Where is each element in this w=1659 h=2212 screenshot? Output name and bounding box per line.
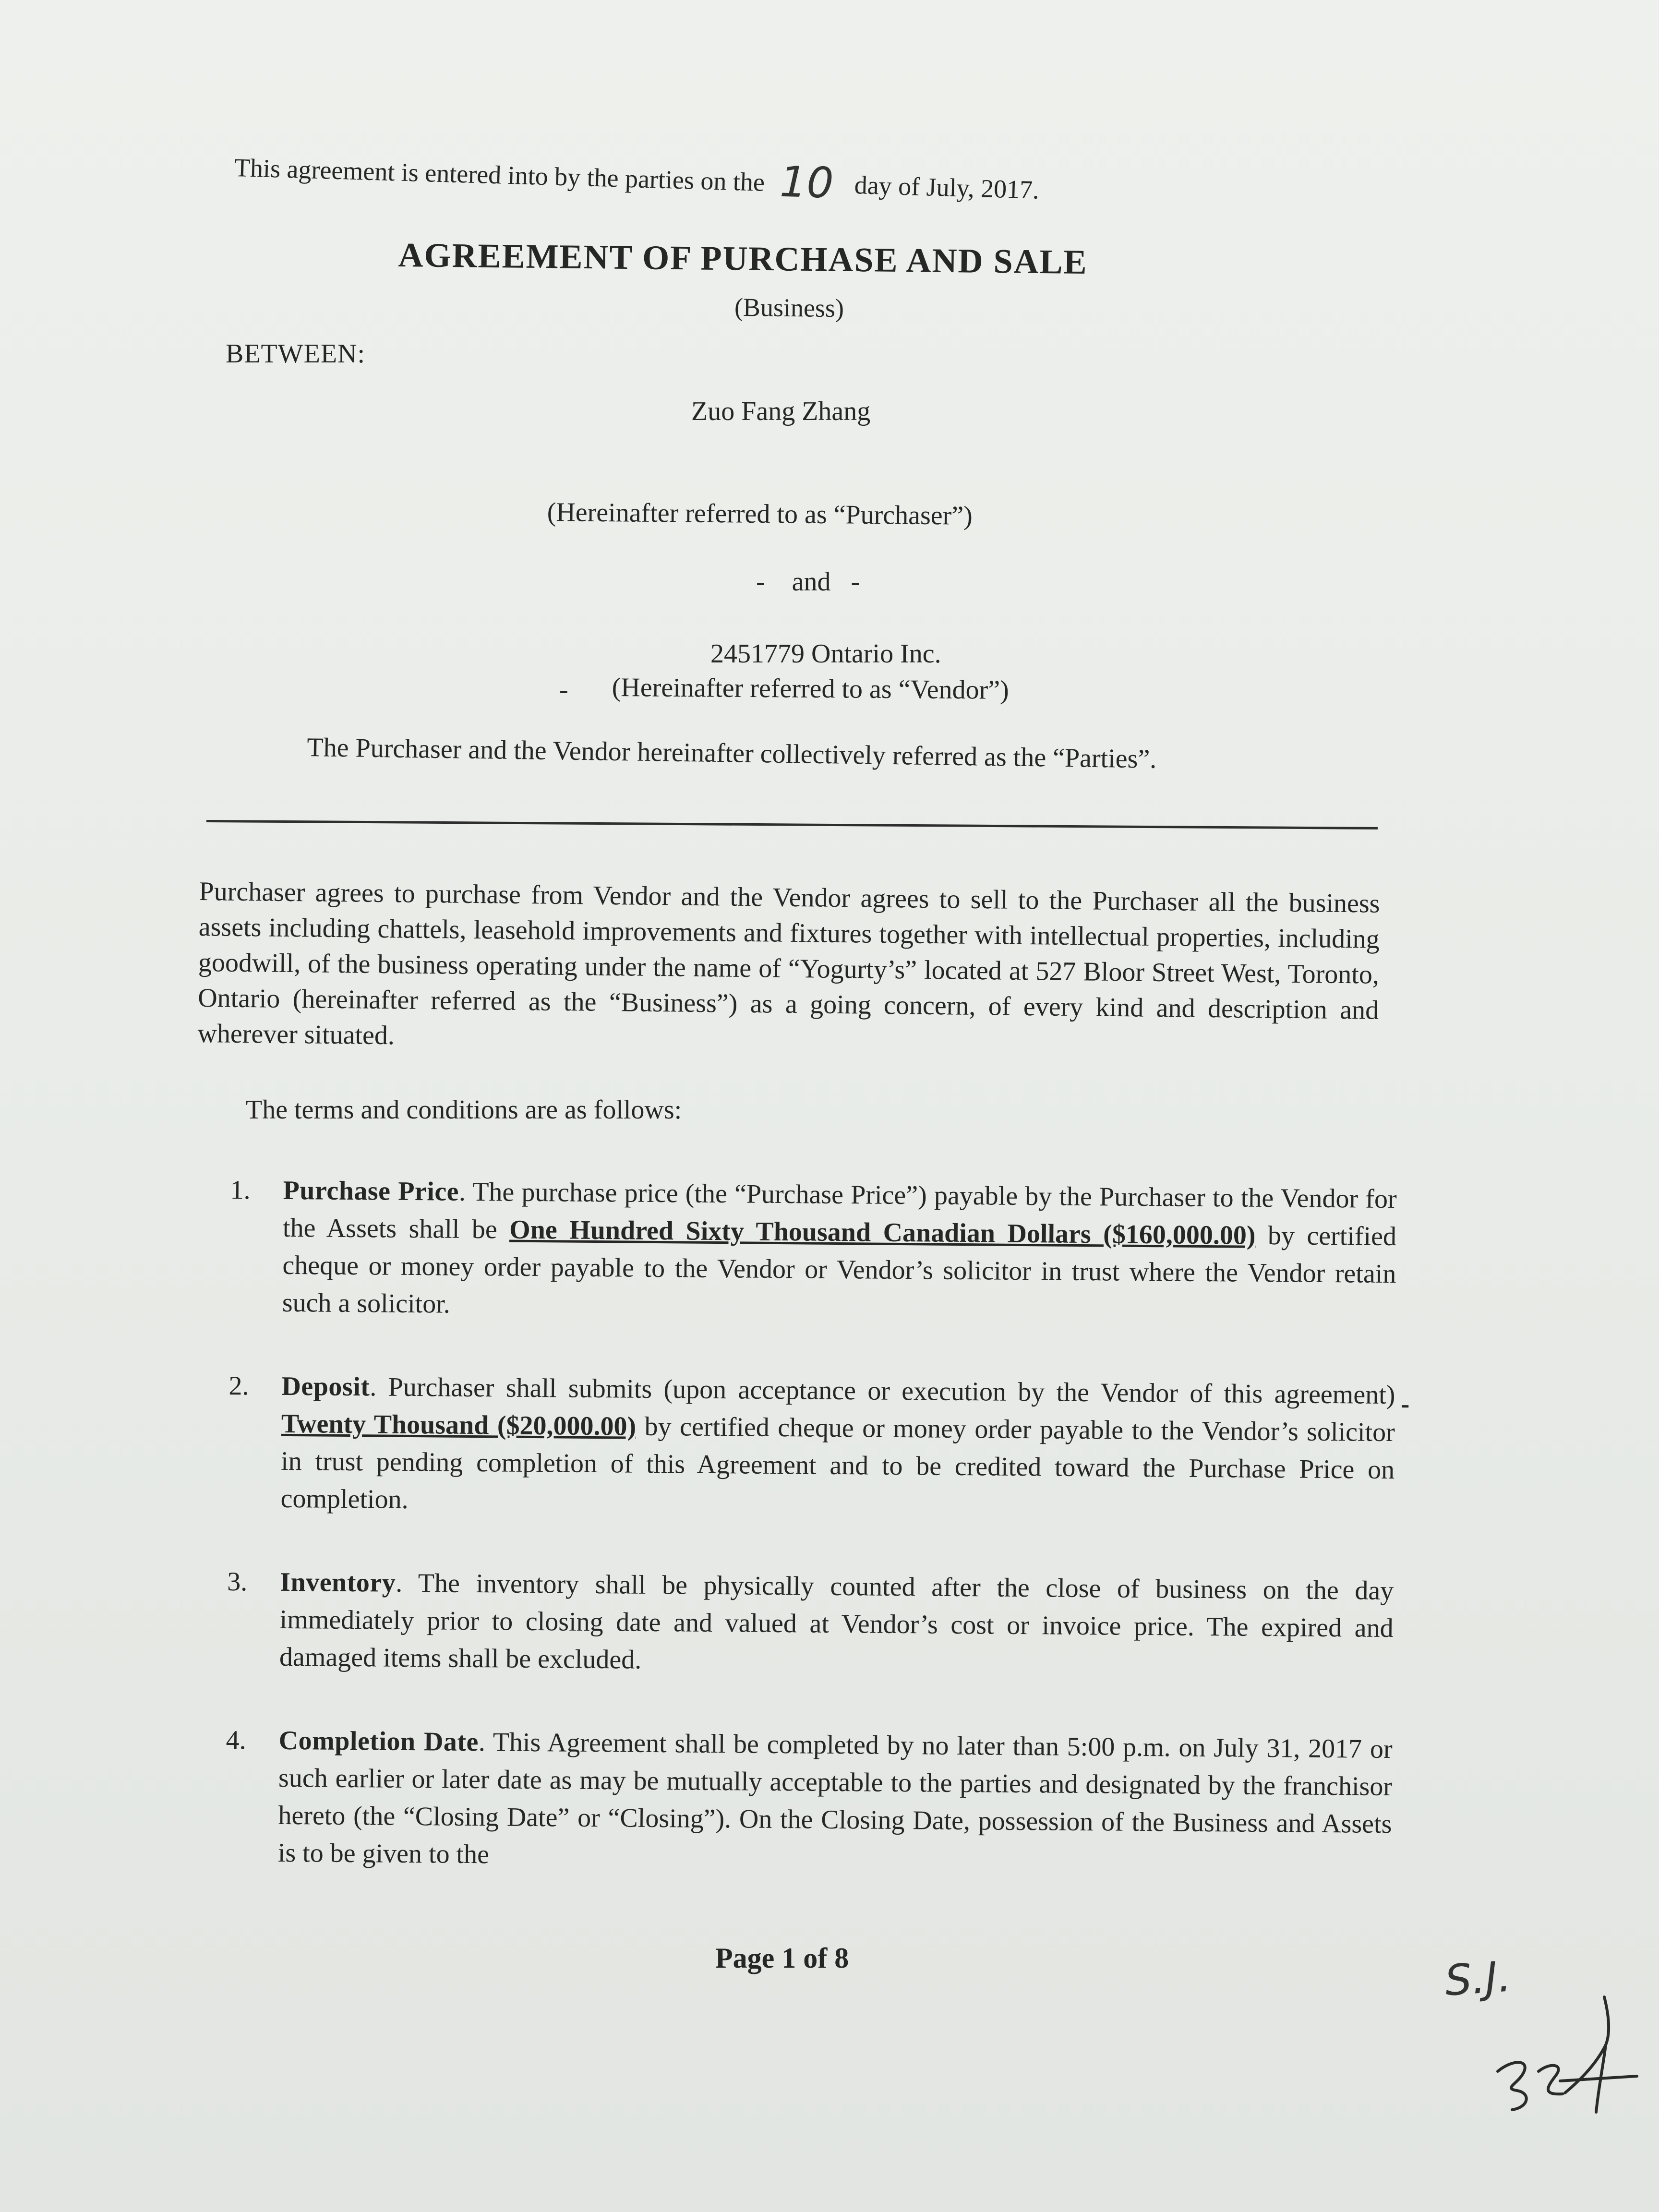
parties-definition: The Purchaser and the Vendor hereinafter collectively referred as the “Parties”. <box>307 732 1157 774</box>
vendor-reference: (Hereinafter referred to as “Vendor”) <box>612 673 1010 705</box>
clause-item <box>227 1563 1394 1684</box>
handwritten-day: 10 <box>779 156 834 208</box>
clause-item <box>228 1367 1409 1526</box>
clause-body <box>280 1368 1409 1526</box>
vendor-dash: - <box>559 675 568 705</box>
clause-text: . This Agreement shall be completed by no later than 5:00 p.m. on July 31, 2017 or such earlier or later date as may be mutually acceptable to the parties and designated by the franchisor hereto (the “Closing Date” or “Closing”). On the Closing Date, possession of the Business and Assets is to be given to the <box>277 1727 1393 1870</box>
document-subtitle: (Business) <box>734 292 844 323</box>
intro-text-end: day of July, 2017. <box>854 170 1040 204</box>
page-number: Page 1 of 8 <box>715 1942 849 1974</box>
clause-emphasis: One Hundred Sixty Thousand Canadian Dollars ($160,000.00) <box>509 1214 1256 1250</box>
preamble-paragraph: Purchaser agrees to purchase from Vendor and the Vendor agrees to sell to the Purchaser all the business assets including chattels, leasehold improvements and fixtures together with intellectual properties, including goodwill, of the business operating under the name of “Yogurty’s” located at 527 Bloor Street West, Toronto, Ontario (hereinafter referred as the “Business”) as a going concern, of every kind and description and wherever situated. <box>197 876 1380 1051</box>
clause-text-end: by certified cheque or money order payable to the Vendor’s solicitor in trust pending completion of this Agreement and to be credited toward the Purchase Price on completion. <box>280 1411 1395 1515</box>
clause-heading: Deposit <box>281 1371 370 1402</box>
clause-number: 2. <box>228 1370 249 1401</box>
intro-text: This agreement is entered into by the parties on the <box>234 153 765 197</box>
document-title: AGREEMENT OF PURCHASE AND SALE <box>398 235 1088 282</box>
clause-list <box>225 1171 1409 1926</box>
purchaser-name: Zuo Fang Zhang <box>691 397 871 426</box>
clause-body <box>279 1563 1394 1684</box>
clause-text: . The inventory shall be physically counted after the close of business on the day immediately prior to closing date and valued at Vendor’s cost or invoice price. The expired and damaged items shall be excluded. <box>279 1568 1394 1675</box>
vendor-name: 2451779 Ontario Inc. <box>710 639 941 669</box>
clause-emphasis: Twenty Thousand ($20,000.00) <box>281 1380 1409 1442</box>
and-separator: - and - <box>756 567 860 597</box>
clause-item <box>225 1721 1393 1880</box>
horizontal-rule <box>206 820 1378 830</box>
clause-body <box>278 1722 1393 1880</box>
agreement-date-line <box>234 137 1040 209</box>
handwritten-initials: S.J. <box>1443 1951 1513 2006</box>
clause-number: 1. <box>230 1175 251 1205</box>
clause-text-end: by certified cheque or money order payable to the Vendor or Vendor’s solicitor in trust where the Vendor retain such a solicitor. <box>282 1220 1397 1319</box>
terms-intro: The terms and conditions are as follows: <box>246 1095 682 1125</box>
handwritten-signature <box>1483 1968 1647 2127</box>
clause-number: 3. <box>227 1566 248 1597</box>
purchaser-reference: (Hereinafter referred to as “Purchaser”) <box>547 497 973 531</box>
clause-body <box>282 1172 1397 1330</box>
clause-text: . Purchaser shall submits (upon acceptance or execution by the Vendor of this agreement) <box>370 1372 1402 1410</box>
clause-heading: Purchase Price <box>283 1175 459 1207</box>
between-label: BETWEEN: <box>226 339 366 369</box>
clause-number: 4. <box>226 1725 246 1755</box>
clause-heading: Inventory <box>280 1567 396 1598</box>
clause-text: . The purchase price (the “Purchase Price”) payable by the Purchaser to the Vendor for the Assets shall be <box>282 1177 1397 1245</box>
clause-heading: Completion Date <box>278 1725 479 1757</box>
clause-item <box>229 1171 1397 1330</box>
